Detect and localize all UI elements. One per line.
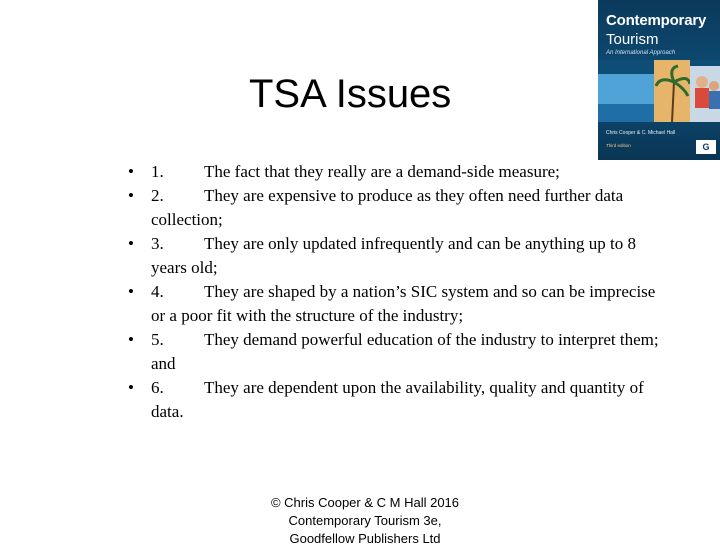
cover-edition: Third edition bbox=[606, 143, 631, 148]
publisher-logo: G bbox=[696, 140, 716, 154]
bullet-marker: • bbox=[128, 162, 134, 181]
cover-photo-collage bbox=[598, 60, 720, 122]
footer-line-copyright: © Chris Cooper & C M Hall 2016 bbox=[270, 495, 460, 510]
cover-authors: Chris Cooper & C. Michael Hall bbox=[606, 130, 676, 136]
bullet-marker: • bbox=[128, 234, 134, 253]
list-item bbox=[128, 328, 668, 376]
footer-line-publisher: Goodfellow Publishers Ltd bbox=[289, 531, 441, 546]
list-item bbox=[128, 232, 668, 280]
item-number: 3. bbox=[151, 234, 164, 253]
item-text: They are shaped by a nation’s SIC system and so can be imprecise or a poor fit with the structure of the industry; bbox=[151, 282, 656, 325]
item-number: 4. bbox=[151, 282, 164, 301]
item-number: 1. bbox=[151, 162, 164, 181]
item-number: 6. bbox=[151, 378, 164, 397]
bullet-marker: • bbox=[128, 378, 134, 397]
bullet-marker: • bbox=[128, 330, 134, 349]
cover-title-line2: Tourism bbox=[606, 31, 659, 48]
item-number: 2. bbox=[151, 186, 164, 205]
item-text: They demand powerful education of the industry to interpret them; and bbox=[151, 330, 659, 373]
footer-line-book: Contemporary Tourism 3e, bbox=[288, 513, 442, 528]
list-item bbox=[128, 184, 668, 232]
item-text: They are expensive to produce as they often need further data collection; bbox=[151, 186, 624, 229]
item-text: They are dependent upon the availability, quality and quantity of data. bbox=[151, 378, 644, 421]
bullet-marker: • bbox=[128, 186, 134, 205]
cover-title-line1: Contemporary bbox=[606, 12, 707, 29]
bullet-list bbox=[128, 160, 668, 424]
slide-title: TSA Issues bbox=[249, 72, 452, 116]
cover-subtitle: An International Approach bbox=[606, 50, 676, 56]
book-cover-image bbox=[598, 0, 720, 160]
list-item bbox=[128, 280, 668, 328]
list-item bbox=[128, 160, 668, 184]
list-item bbox=[128, 376, 668, 424]
bullet-marker: • bbox=[128, 282, 134, 301]
item-text: They are only updated infrequently and can be anything up to 8 years old; bbox=[151, 234, 636, 277]
item-number: 5. bbox=[151, 330, 164, 349]
item-text: The fact that they really are a demand-side measure; bbox=[204, 162, 560, 181]
